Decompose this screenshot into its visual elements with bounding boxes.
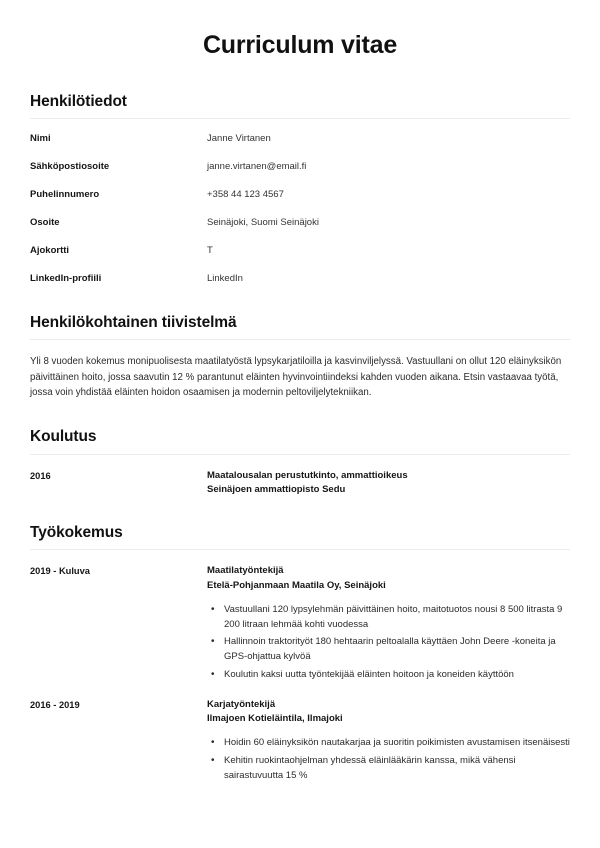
detail-label: LinkedIn-profiili [30,272,102,284]
section-heading-work-experience: Työkokemus [30,524,123,542]
experience-entry-body [207,698,570,785]
detail-label: Ajokortti [30,244,70,256]
education-entry-date: 2016 [30,470,51,481]
experience-entry-date: 2019 - Kuluva [30,566,90,577]
detail-value: +358 44 123 4567 [207,189,284,201]
section-divider [30,339,570,340]
education-entry-degree: Maatalousalan perustutkinto, ammattioikeus [207,469,408,481]
section-heading-personal-summary: Henkilökohtainen tiivistelmä [30,313,237,331]
personal-details-table [30,133,570,286]
education-entry-institution: Seinäjoen ammattiopisto Sedu [207,483,346,495]
experience-entry-title: Karjatyöntekijä [207,698,276,710]
experience-entry [30,564,570,683]
experience-entry-bullets [207,735,570,783]
list-item: • Vastuullani 120 lypsylehmän päivittäinen hoito, maitotuotos nousi 8 500 litrasta 9 200 litraan lehmää kohti vuodessa [224,602,570,632]
experience-entry-title: Maatilatyöntekijä [207,565,284,577]
detail-label: Nimi [30,133,51,145]
experience-entry-bullets [207,602,570,682]
detail-value-linkedin[interactable]: LinkedIn [207,272,243,284]
experience-entry-employer: Ilmajoen Kotieläintila, Ilmajoki [207,713,343,725]
section-heading-education: Koulutus [30,428,97,446]
experience-entry-employer: Etelä-Pohjanmaan Maatila Oy, Seinäjoki [207,579,386,591]
table-row [30,217,570,245]
table-row [30,245,570,273]
detail-label: Osoite [30,217,60,228]
list-item: • Hoidin 60 eläinyksikön nautakarjaa ja suoritin poikimisten avustamisen itsenäisesti [224,735,570,750]
table-row [30,133,570,161]
section-divider [30,549,570,550]
page-title: Curriculum vitae [202,31,398,59]
summary-paragraph: Yli 8 vuoden kokemus monipuolisesta maatilatyöstä lypsykarjatiloilla ja kasvinviljelyssä. Vastuullani on ollut 120 eläinyksikön päivittäinen hoito, jossa saavutin 12 % parantunut eläinten hyvinvointiindeksi kahden vuoden aikana. Etsin vastaavaa työtä, jossa voin yhdistää eläinten hoidon osaamisen ja modernin peltoviljelytekniikan. [30,356,562,399]
list-item: • Hallinnoin traktorityöt 180 hehtaarin peltoalalla käyttäen John Deere -koneita ja GPS-ohjattua kylvöä [224,634,570,664]
education-entry-body [207,469,570,498]
experience-entry [30,698,570,785]
detail-label: Puhelinnumero [30,189,100,201]
detail-value: T [207,244,213,256]
list-item: • Kehitin ruokintaohjelman yhdessä eläinlääkärin kanssa, mikä vähensi sairastuvuutta 15 % [224,753,570,783]
section-divider [30,454,570,455]
detail-label: Sähköpostiosoite [30,161,110,173]
table-row [30,161,570,189]
experience-entry-date: 2016 - 2019 [30,699,80,710]
list-item: • Koulutin kaksi uutta työntekijää eläinten hoitoon ja koneiden käyttöön [224,667,570,682]
section-personal-summary [30,313,570,402]
section-divider [30,118,570,119]
detail-value: Seinäjoki, Suomi Seinäjoki [207,217,319,228]
section-work-experience [30,523,570,785]
table-row [30,273,570,287]
detail-value: Janne Virtanen [207,133,271,145]
education-entry [30,469,570,498]
experience-entry-body [207,564,570,683]
section-personal-details [30,92,570,287]
table-row [30,189,570,217]
detail-value: janne.virtanen@email.fi [207,161,307,173]
section-heading-personal-details: Henkilötiedot [30,93,127,110]
section-education [30,427,570,497]
